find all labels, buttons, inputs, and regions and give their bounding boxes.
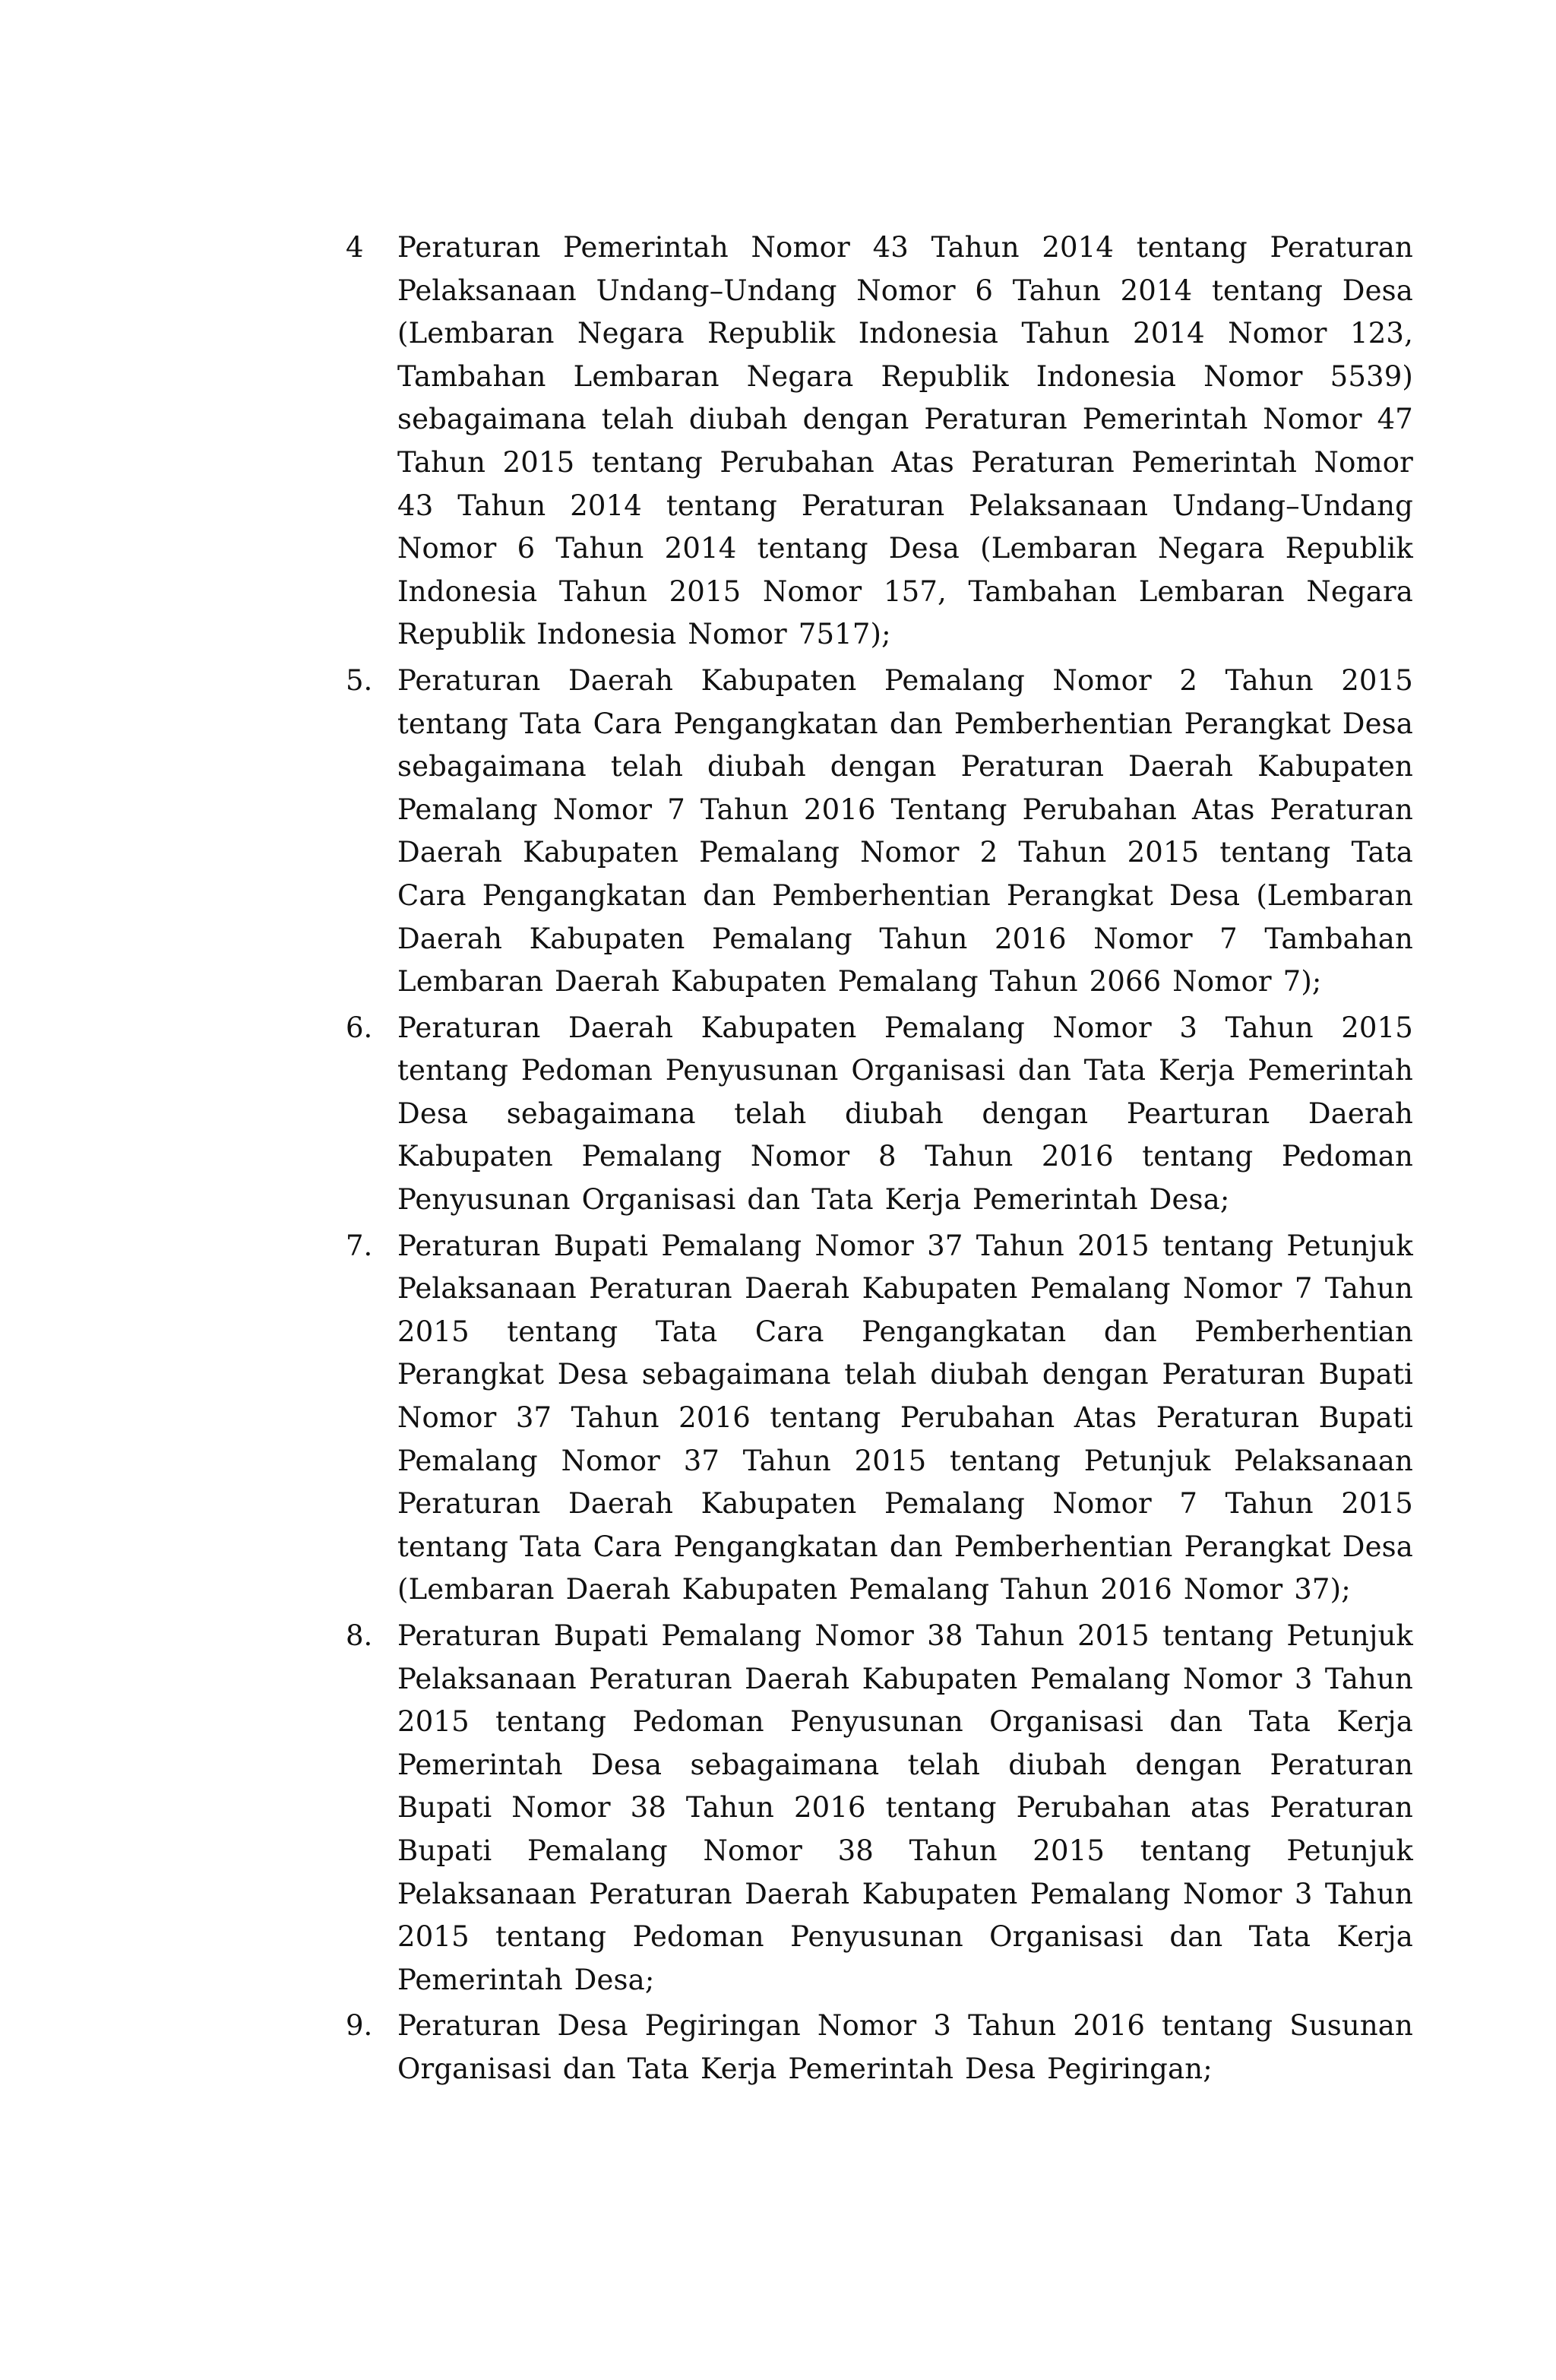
list-item bbox=[346, 226, 1413, 657]
list-item bbox=[346, 660, 1413, 1004]
list-item bbox=[346, 1615, 1413, 2002]
item-text: Peraturan Bupati Pemalang Nomor 37 Tahun 2015 tentang Petunjuk Pelaksanaan Peraturan Daerah Kabupaten Pemalang Nomor 7 Tahun 2015 tentang Tata Cara Pengangkatan dan Pemberhentian Perangkat Desa sebagaimana telah diubah dengan Peraturan Bupati Nomor 37 Tahun 2016 tentang Perubahan Atas Peraturan Bupati Pemalang Nomor 37 Tahun 2015 tentang Petunjuk Pelaksanaan Peraturan Daerah Kabupaten Pemalang Nomor 7 Tahun 2015 tentang Tata Cara Pengangkatan dan Pemberhentian Perangkat Desa (Lembaran Daerah Kabupaten Pemalang Tahun 2016 Nomor 37); bbox=[397, 1229, 1413, 1606]
item-text: Peraturan Bupati Pemalang Nomor 38 Tahun 2015 tentang Petunjuk Pelaksanaan Peraturan Daerah Kabupaten Pemalang Nomor 3 Tahun 2015 tentang Pedoman Penyusunan Organisasi dan Tata Kerja Pemerintah Desa sebagaimana telah diubah dengan Peraturan Bupati Nomor 38 Tahun 2016 tentang Perubahan atas Peraturan Bupati Pemalang Nomor 38 Tahun 2015 tentang Petunjuk Pelaksanaan Peraturan Daerah Kabupaten Pemalang Nomor 3 Tahun 2015 tentang Pedoman Penyusunan Organisasi dan Tata Kerja Pemerintah Desa; bbox=[397, 1619, 1413, 1996]
item-text: Peraturan Daerah Kabupaten Pemalang Nomor 3 Tahun 2015 tentang Pedoman Penyusunan Organisasi dan Tata Kerja Pemerintah Desa sebagaimana telah diubah dengan Pearturan Daerah Kabupaten Pemalang Nomor 8 Tahun 2016 tentang Pedoman Penyusunan Organisasi dan Tata Kerja Pemerintah Desa; bbox=[397, 1011, 1413, 1217]
item-number: 9. bbox=[346, 2009, 373, 2043]
regulation-list bbox=[346, 226, 1413, 2094]
list-item bbox=[346, 1007, 1413, 1222]
item-number: 8. bbox=[346, 1619, 373, 1652]
item-number: 6. bbox=[346, 1011, 373, 1044]
item-number: 5. bbox=[346, 663, 373, 697]
list-item bbox=[346, 2005, 1413, 2090]
item-number: 4 bbox=[346, 231, 364, 264]
list-item bbox=[346, 1225, 1413, 1612]
item-text: Peraturan Daerah Kabupaten Pemalang Nomor 2 Tahun 2015 tentang Tata Cara Pengangkatan dan Pemberhentian Perangkat Desa sebagaimana telah diubah dengan Peraturan Daerah Kabupaten Pemalang Nomor 7 Tahun 2016 Tentang Perubahan Atas Peraturan Daerah Kabupaten Pemalang Nomor 2 Tahun 2015 tentang Tata Cara Pengangkatan dan Pemberhentian Perangkat Desa (Lembaran Daerah Kabupaten Pemalang Tahun 2016 Nomor 7 Tambahan Lembaran Daerah Kabupaten Pemalang Tahun 2066 Nomor 7); bbox=[397, 663, 1413, 999]
item-text: Peraturan Desa Pegiringan Nomor 3 Tahun 2016 tentang Susunan Organisasi dan Tata Kerja Pemerintah Desa Pegiringan; bbox=[397, 2009, 1413, 2085]
item-number: 7. bbox=[346, 1229, 373, 1262]
item-text: Peraturan Pemerintah Nomor 43 Tahun 2014 tentang Peraturan Pelaksanaan Undang–Undang Nomor 6 Tahun 2014 tentang Desa (Lembaran Negara Republik Indonesia Tahun 2014 Nomor 123, Tambahan Lembaran Negara Republik Indonesia Nomor 5539) sebagaimana telah diubah dengan Peraturan Pemerintah Nomor 47 Tahun 2015 tentang Perubahan Atas Peraturan Pemerintah Nomor 43 Tahun 2014 tentang Peraturan Pelaksanaan Undang–Undang Nomor 6 Tahun 2014 tentang Desa (Lembaran Negara Republik Indonesia Tahun 2015 Nomor 157, Tambahan Lembaran Negara Republik Indonesia Nomor 7517); bbox=[397, 231, 1413, 651]
